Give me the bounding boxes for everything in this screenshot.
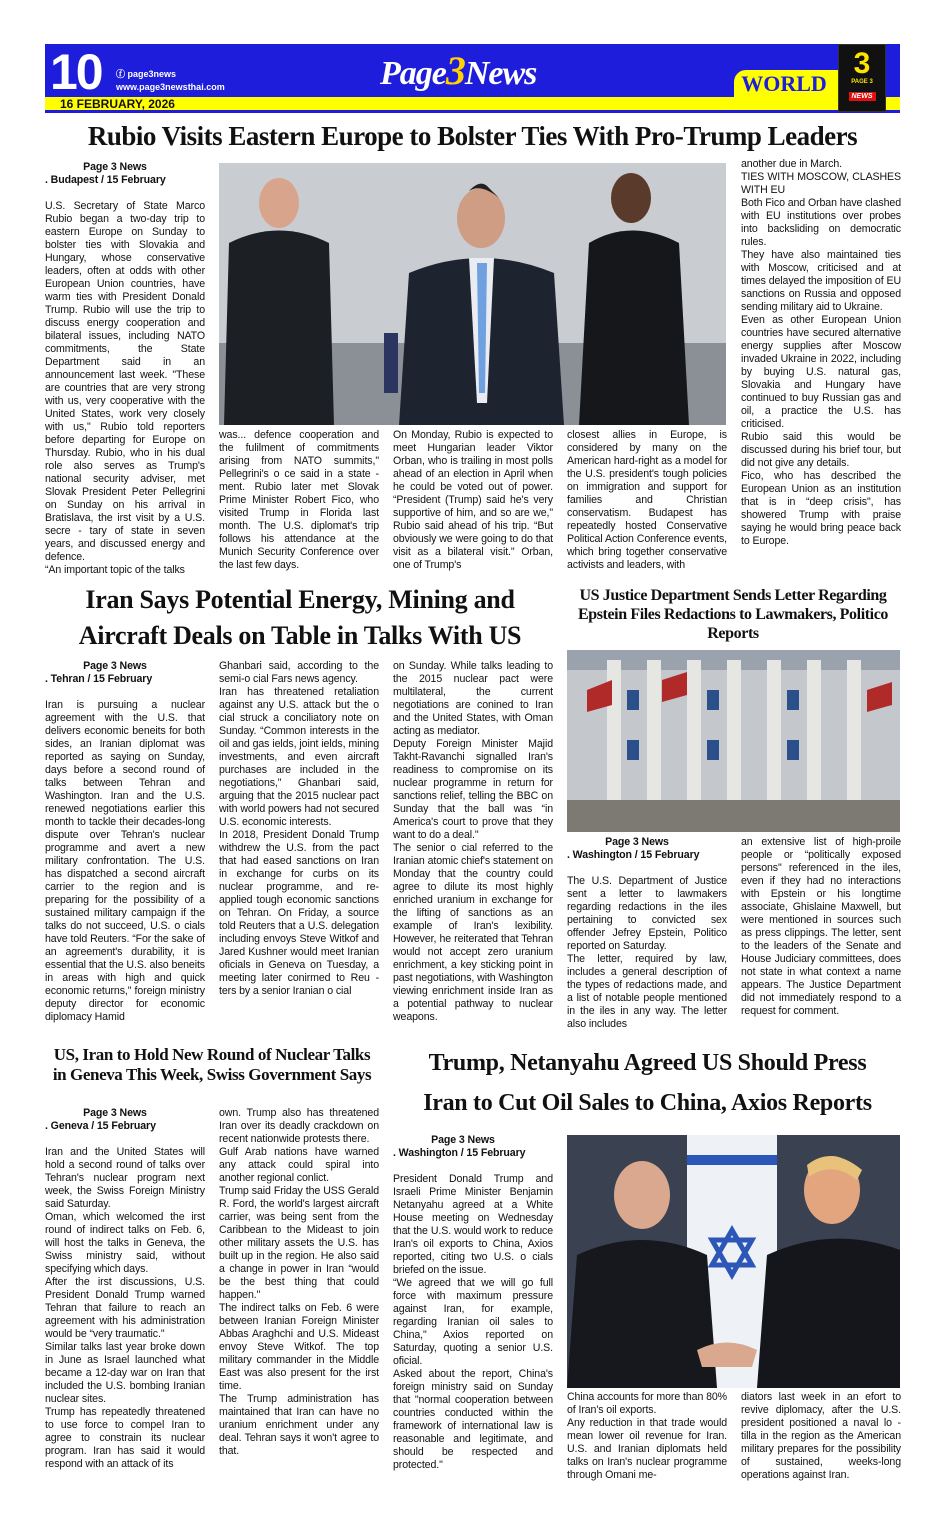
article4-col-2 [219, 1107, 379, 1458]
paragraph: closest allies in Europe, is considered by many on the American hard-right as a model for the U.S. president's tough policies on immigration and support for families and Christian conservatism. Budapest has repeatedly hosted Conservative Political Action Conference events, which bring together conservative activists and leaders, with [567, 429, 727, 571]
article5-headline: Trump, Netanyahu Agreed US Should Press Iran to Cut Oil Sales to China, Axios Reports [423, 1050, 872, 1116]
byline-source: Page 3 News [431, 1134, 495, 1146]
column-text [741, 158, 901, 548]
paragraph: “We agreed that we will go full force with maximum pressure against Iran, for example, regarding Iranian oil sales to China," Axios reported on Saturday, quoting a senior U.S. oficial. [393, 1277, 553, 1367]
justice-department-photo [567, 650, 900, 832]
column-text [567, 1391, 727, 1482]
paragraph: Trump said Friday the USS Gerald R. Ford, the world's largest aircraft carrier, was being sent from the Caribbean to the Mideast to join other military assets the U.S. has built up in the region. He also said a change in power in Iran “would be the best thing that could happen." [219, 1185, 379, 1301]
paragraph: China accounts for more than 80% of Iran's oil exports. [567, 1391, 727, 1416]
article2-col-1 [45, 660, 205, 1024]
paragraph: on Sunday. While talks leading to the 2015 nuclear pact were multilateral, the current negotiations are conined to Iran and the United States, with Oman acting as mediator. [393, 660, 553, 737]
byline-source: Page 3 News [83, 660, 147, 672]
article1-col-3 [393, 429, 553, 572]
article3-col-1 [567, 836, 727, 1031]
byline-dateline: . Geneva / 15 February [45, 1120, 156, 1132]
rubio-photo [219, 163, 726, 425]
social-links [116, 68, 225, 94]
column-text [393, 429, 553, 572]
article5-col-1 [393, 1134, 553, 1472]
paragraph: Ghanbari said, according to the semi-o cial Fars news agency. [219, 660, 379, 685]
paragraph: was... defence cooperation and the fulilment of commitments arising from NATO summits," Pellegrini's o ce said in a state - ment. Rubio later met Slovak Prime Minister Robert Fico, who visited Trump in Florida last month. The U.S. diplomat's trip follows his attendance at the Munich Security Conference over the last few days. [219, 429, 379, 571]
building-illustration [567, 650, 900, 832]
column-text [45, 200, 205, 577]
page-number: 10 [50, 44, 102, 100]
column-text [741, 1391, 901, 1482]
paragraph: Even as other European Union countries have secured alternative energy supplies after Moscow invaded Ukraine in 2022, including by buying U.S. natural gas, Slovakia and Hungary have continued to buy Russian gas and oil, a practice the U.S. has criticised. [741, 314, 901, 430]
paragraph: Both Fico and Orban have clashed with EU institutions over probes into backsliding on democratic rules. [741, 197, 901, 248]
paragraph: The indirect talks on Feb. 6 were between Iranian Foreign Minister Abbas Araghchi and U.S. Mideast envoy Steve Witkof. The top military commander in the Middle East was also present for the irst time. [219, 1302, 379, 1392]
byline-dateline: . Washington / 15 February [567, 849, 700, 861]
masthead-logo: Page3News [380, 48, 537, 93]
article2-col-2 [219, 660, 379, 998]
article1-headline: Rubio Visits Eastern Europe to Bolster Ties With Pro-Trump Leaders [87, 121, 858, 151]
byline-dateline: . Budapest / 15 February [45, 174, 166, 186]
paragraph: President Donald Trump and Israeli Prime Minister Benjamin Netanyahu agreed at a White House meeting on Wednesday that the U.S. would work to reduce Iran's oil exports to China, Axios reported, citing two U.S. o cials briefed on the issue. [393, 1173, 553, 1276]
meeting-illustration [567, 1135, 900, 1388]
paragraph: Rubio said this would be discussed during his brief tour, but did not give any details. [741, 431, 901, 469]
paragraph: They have also maintained ties with Moscow, criticised and at times delayed the imposition of EU sanctions on Russia and opposed sending military aid to Ukraine. [741, 249, 901, 313]
article5-col-3 [741, 1391, 901, 1482]
paragraph: Gulf Arab nations have warned any attack could spiral into another regional conlict. [219, 1146, 379, 1184]
paragraph: The senior o cial referred to the Iranian atomic chief's statement on Monday that the country could agree to dilute its most highly enriched uranium in exchange for the lifting of sanctions as an example of Iran's lexibility. However, he reiterated that Tehran would not accept zero uranium enrichment, a key sticking point in past negotiations, with Washington viewing enrichment inside Iran as a potential pathway to nuclear weapons. [393, 842, 553, 1023]
byline-source: Page 3 News [83, 161, 147, 173]
byline-dateline: . Washington / 15 February [393, 1147, 526, 1159]
column-text [219, 660, 379, 998]
column-text [45, 1146, 205, 1471]
article1-col-2 [219, 429, 379, 572]
article5-col-2 [567, 1391, 727, 1482]
paragraph: Deputy Foreign Minister Majid Takht-Ravanchi signalled Iran's readiness to compromise on its nuclear programme in return for sanctions relief, telling the BBC on Sunday that the ball was “in America's court to prove that they want to do a deal." [393, 738, 553, 841]
column-text [393, 1173, 553, 1472]
paragraph: Iran has threatened retaliation against any U.S. attack but the o cial struck a conciliatory note on Sunday. “Common interests in the oil and gas ields, joint ields, mining investments, and even aircraft purchases are included in the negotiations," Ghanbari said, arguing that the 2015 nuclear pact with world powers had not secured U.S. economic interests. [219, 686, 379, 828]
column-text [567, 875, 727, 1031]
paragraph: In 2018, President Donald Trump withdrew the U.S. from the pact that had eased sanctions on Iran in exchange for curbs on its nuclear programme, and re-applied tough economic sanctions on Tehran. On Friday, a source told Reuters that a U.S. delegation including envoys Steve Witkof and Jared Kushner would meet Iranian oficials in Geneva on Tuesday, a meeting later conirmed to Reu - ters by a senior Iranian o cial [219, 829, 379, 997]
paragraph: diators last week in an efort to revive diplomacy, after the U.S. president positioned a naval lo - tilla in the region as the American military prepares for the possibility of sustained, weeks-long operations against Iran. [741, 1391, 901, 1481]
column-text [741, 836, 901, 1018]
paragraph: The letter, required by law, includes a general description of the types of redactions made, and a list of notable people mentioned in the iles in any way. The letter also includes [567, 953, 727, 1030]
page3-logo: 3 PAGE 3 NEWS [838, 44, 886, 112]
facebook-handle[interactable]: page3news [127, 69, 177, 79]
issue-date: 16 FEBRUARY, 2026 [60, 97, 175, 111]
paragraph: On Monday, Rubio is expected to meet Hungarian leader Viktor Orban, who is trailing in most polls ahead of an election in April when he could be voted out of power. “President (Trump) said he's very supportive of him, and so are we," Rubio said ahead of his trip. “But obviously we were going to do that visit as a bilateral visit." Orban, one of Trump's [393, 429, 553, 571]
column-text [219, 429, 379, 572]
column-text [393, 660, 553, 1024]
paragraph: Oman, which welcomed the irst round of indirect talks on Feb. 6, will host the talks in Geneva, the Swiss ministry said, without specifying which days. [45, 1211, 205, 1275]
byline-source: Page 3 News [605, 836, 669, 848]
column-text [45, 699, 205, 1024]
paragraph: “An important topic of the talks [45, 564, 185, 576]
byline-dateline: . Tehran / 15 February [45, 673, 153, 685]
article2-col-3 [393, 660, 553, 1024]
article3-headline: US Justice Department Sends Letter Regarding Epstein Files Redactions to Lawmakers, Politico Reports [577, 587, 889, 642]
article1-col-1 [45, 161, 205, 577]
paragraph: Iran is pursuing a nuclear agreement with the U.S. that delivers economic beneits for both sides, an Iranian diplomat was reported as saying on Sunday, days before a second round of talks between Tehran and Washington. Iran and the U.S. renewed negotiations earlier this month to tackle their decades-long dispute over Tehran's nuclear programme and avert a new military confrontation. The U.S. has dispatched a second aircraft carrier to the region and is preparing for the possibility of a sustained military campaign if the talks do not succeed, U.S. o cials have told Reuters. “For the sake of an agreement's durability, it is essential that the U.S. also beneits in areas with high and quick economic returns," foreign ministry deputy director for economic diplomacy Hamid [45, 699, 205, 1023]
paragraph: Similar talks last year broke down in June as Israel launched what became a 12-day war on Iran that included the U.S. bombing Iranian nuclear sites. [45, 1341, 205, 1405]
article4-headline: US, Iran to Hold New Round of Nuclear Talks in Geneva This Week, Swiss Government Says [52, 1045, 372, 1084]
paragraph: an extensive list of high-proile people or “politically exposed persons" referenced in the iles, even if they had no interactions with Epstein or his longtime associate, Ghislaine Maxwell, but were mentioned in sources such as press clippings. The letter, sent to the leaders of the Senate and House Judiciary committees, does not state in what context a name appears. The Justice Department did not immediately respond to a request for comment. [741, 836, 901, 1017]
article2-headline: Iran Says Potential Energy, Mining and Aircraft Deals on Table in Talks With US [78, 585, 522, 650]
photo-people-illustration [219, 163, 726, 425]
section-label: WORLD [741, 71, 827, 96]
paragraph: own. Trump also has threatened Iran over its deadly crackdown on recent nationwide protests there. [219, 1107, 379, 1145]
paragraph: Asked about the report, China's foreign ministry said on Sunday that "normal cooperation between countries conducted within the framework of international law is reasonable and legitimate, and should be respected and protected." [393, 1368, 553, 1471]
paragraph: The Trump administration has maintained that Iran can have no uranium enrichment under any deal. Tehran says it won't agree to that. [219, 1393, 379, 1457]
paragraph: Any reduction in that trade would mean lower oil revenue for Iran. U.S. and Iranian diplomats held talks on Iran's nuclear programme through Omani me- [567, 1417, 727, 1481]
article4-col-1 [45, 1107, 205, 1471]
paragraph: another due in March. [741, 158, 842, 170]
column-text [567, 429, 727, 572]
article1-col-5 [741, 158, 901, 548]
paragraph: Iran and the United States will hold a second round of talks over Tehran's nuclear program next week, the Swiss Foreign Ministry said Saturday. [45, 1146, 205, 1210]
article1-col-4 [567, 429, 727, 572]
paragraph: U.S. Secretary of State Marco Rubio began a two-day trip to eastern Europe on Sunday to bolster ties with Slovakia and Hungary, whose conservative leaders, often at odds with other European Union countries, have warm ties with President Donald Trump. Rubio will use the trip to discuss energy cooperation and bilateral issues, including NATO commitments, the State Department said in an announcement last week. "These are countries that are very strong with us, very cooperative with the United States, work very closely with us," Rubio told reporters before departing for Europe on Thursday. Rubio, who in his dual role also serves as Trump's national security adviser, met Slovak President Peter Pellegrini on Sunday on his arrival in Bratislava, the irst visit by a U.S. secre - tary of state in seven years, and discussed energy and defence. [45, 200, 205, 563]
paragraph: The U.S. Department of Justice sent a letter to lawmakers regarding redactions in the iles pertaining to convicted sex offender Jefrey Epstein, Politico reported on Saturday. [567, 875, 727, 952]
paragraph: After the irst discussions, U.S. President Donald Trump warned Tehran that failure to reach an agreement with his administration would be “very traumatic." [45, 1276, 205, 1340]
byline-source: Page 3 News [83, 1107, 147, 1119]
trump-netanyahu-photo [567, 1135, 900, 1388]
article3-col-2 [741, 836, 901, 1018]
facebook-icon: ⓕ [116, 69, 128, 79]
paragraph: TIES WITH MOSCOW, CLASHES WITH EU [741, 171, 901, 196]
column-text [219, 1107, 379, 1458]
paragraph: Trump has repeatedly threatened to use force to compel Iran to agree to constrain its nuclear program. Iran has said it would respond with an attack of its [45, 1406, 205, 1470]
paragraph: Fico, who has described the European Union as an institution that is in “deep crisis", has showered Trump with praise saying he would bring peace back to Europe. [741, 470, 901, 547]
website-link[interactable]: www.page3newsthai.com [116, 82, 225, 92]
